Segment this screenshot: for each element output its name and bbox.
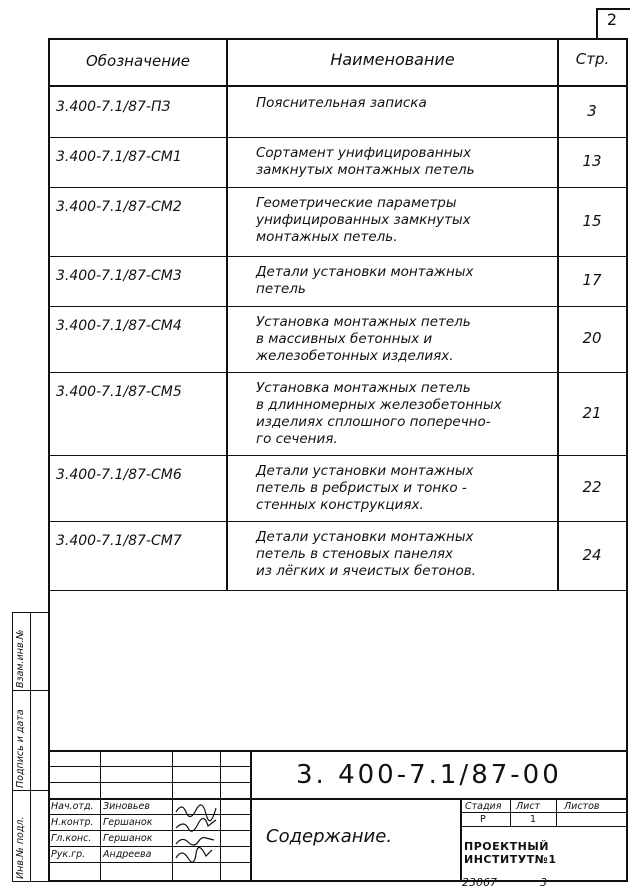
name-1: Зиновьев xyxy=(103,801,150,812)
row-code: 3.400-7.1/87-СМ5 xyxy=(56,384,182,400)
row-code: 3.400-7.1/87-СМ1 xyxy=(56,149,182,165)
row-name-line: Сортамент унифицированных xyxy=(256,145,472,161)
side-label-replace: Взам.инв.№ xyxy=(15,629,26,688)
stage-value: Р xyxy=(480,814,486,825)
role-1: Нач.отд. xyxy=(51,801,94,812)
row-page: 24 xyxy=(582,545,602,564)
row-name-line: изделиях сплошного поперечно- xyxy=(256,414,491,430)
organization: ПРОЕКТНЫЙ ИНСТИТУТ№1 xyxy=(464,840,557,866)
footer-number: 23067 xyxy=(462,876,497,889)
sheet-label: Лист xyxy=(516,801,541,812)
page-number: 2 xyxy=(606,10,618,29)
row-page: 20 xyxy=(582,329,602,347)
name-2: Гершанок xyxy=(103,817,153,828)
row-name-line: Пояснительная записка xyxy=(256,95,427,111)
row-name xyxy=(256,380,556,448)
row-name xyxy=(256,195,556,246)
row-name-line: замкнутых монтажных петель xyxy=(256,162,475,178)
row-name-line: петель xyxy=(256,281,306,297)
row-name xyxy=(256,463,556,514)
row-name-line: из лёгких и ячеистых бетонов. xyxy=(256,563,477,579)
row-code: 3.400-7.1/87-ПЗ xyxy=(56,99,171,115)
row-page: 22 xyxy=(582,478,602,496)
row-name-line: Геометрические параметры xyxy=(256,195,457,211)
role-2: Н.контр. xyxy=(51,817,94,828)
row-name-line: в длинномерных железобетонных xyxy=(256,397,502,413)
header-page: Стр. xyxy=(575,50,610,68)
row-name-line: унифицированных замкнутых xyxy=(256,212,471,228)
footer-copy: 3 xyxy=(540,876,547,889)
role-4: Рук.гр. xyxy=(51,849,86,860)
side-label-inv: Инв.№ подл. xyxy=(15,816,26,879)
name-4: Андреева xyxy=(103,849,152,860)
sheets-label: Листов xyxy=(564,801,600,812)
row-name-line: Детали установки монтажных xyxy=(256,529,474,545)
row-name xyxy=(256,529,556,580)
row-code: 3.400-7.1/87-СМ3 xyxy=(56,268,182,284)
row-name-line: петель в ребристых и тонко - xyxy=(256,480,467,496)
doc-code: 3. 400-7.1/87-00 xyxy=(296,760,562,790)
name-3: Гершанок xyxy=(103,833,153,844)
row-name-line: Установка монтажных петель xyxy=(256,314,471,330)
row-name xyxy=(256,95,556,112)
sheet-value: 1 xyxy=(530,814,537,825)
row-code: 3.400-7.1/87-СМ7 xyxy=(56,533,182,549)
signatures-graphic xyxy=(172,800,220,864)
row-page: 15 xyxy=(582,211,602,230)
header-name: Наименование xyxy=(330,50,455,69)
row-page: 3 xyxy=(587,102,597,120)
row-name-line: Детали установки монтажных xyxy=(256,463,474,479)
row-name xyxy=(256,264,556,298)
header-designation: Обозначение xyxy=(85,52,191,70)
row-name-line: стенных конструкциях. xyxy=(256,497,424,513)
row-name-line: в массивных бетонных и xyxy=(256,331,433,347)
row-code: 3.400-7.1/87-СМ6 xyxy=(56,467,182,483)
row-name-line: го сечения. xyxy=(256,431,338,447)
row-name-line: Установка монтажных петель xyxy=(256,380,471,396)
row-page: 13 xyxy=(582,152,602,170)
row-name xyxy=(256,145,556,179)
row-name-line: петель в стеновых панелях xyxy=(256,546,453,562)
row-name-line: Детали установки монтажных xyxy=(256,264,474,280)
row-code: 3.400-7.1/87-СМ4 xyxy=(56,318,182,334)
row-name xyxy=(256,314,556,365)
row-code: 3.400-7.1/87-СМ2 xyxy=(56,199,182,215)
side-label-signature: Подпись и дата xyxy=(15,709,26,788)
row-page: 21 xyxy=(582,403,602,422)
stage-label: Стадия xyxy=(465,801,502,812)
role-3: Гл.конс. xyxy=(51,833,92,844)
row-name-line: железобетонных изделиях. xyxy=(256,348,454,364)
doc-title: Содержание. xyxy=(266,826,393,847)
row-name-line: монтажных петель. xyxy=(256,229,398,245)
row-page: 17 xyxy=(582,271,602,289)
